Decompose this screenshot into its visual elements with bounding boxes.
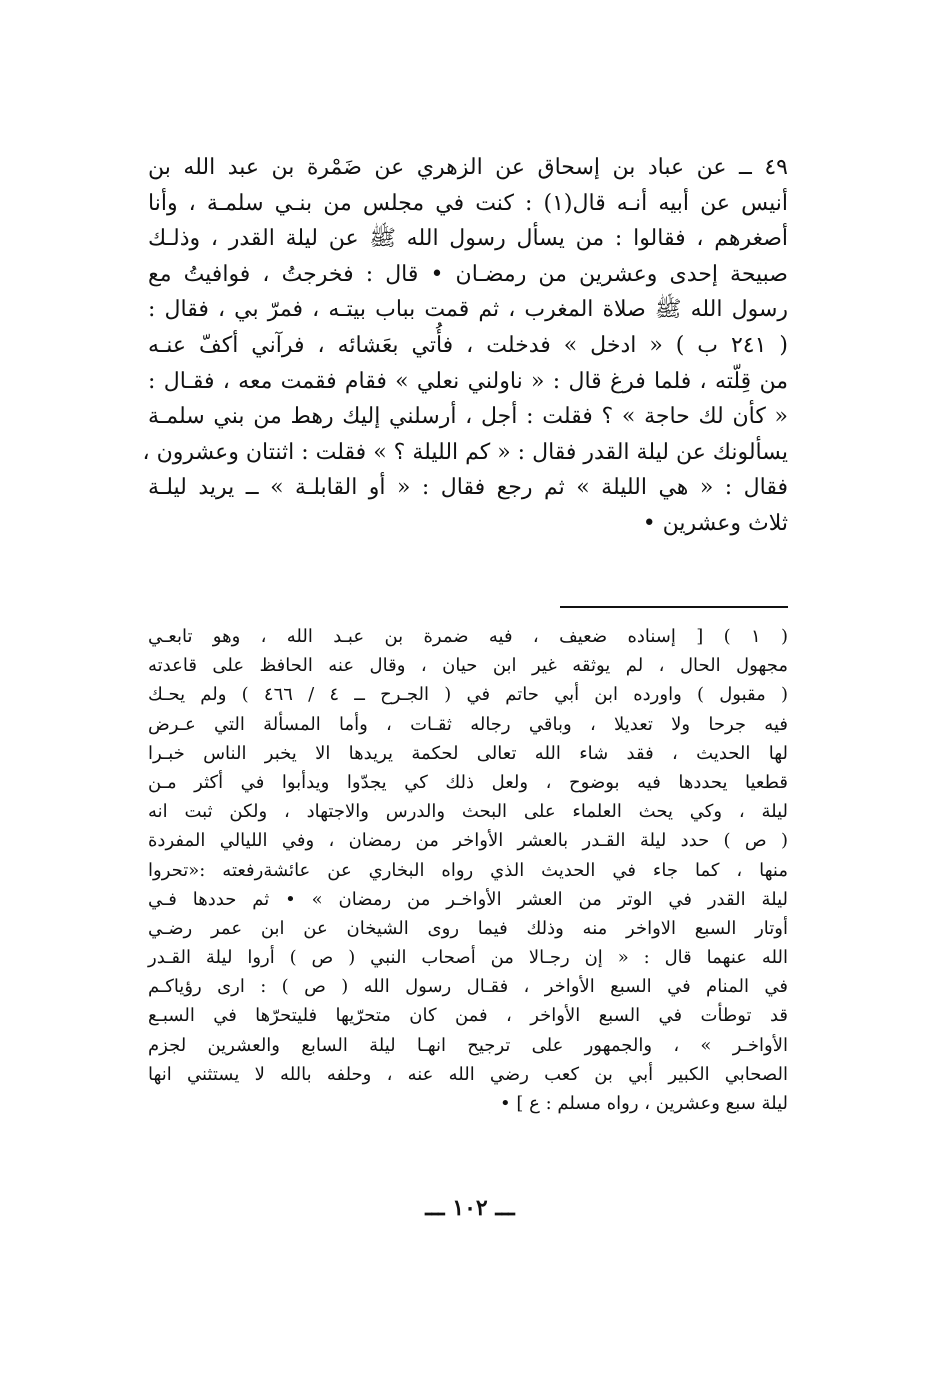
footnote-line: الأواخـر » ، والجمهور على ترجيح انهـا ليلة السابع والعشرين لجزم [148,1034,788,1056]
page-number: ـــ ١٠٢ ـــ [425,1195,515,1221]
footnote-line: ( مقبول ) واورده ابن أبي حاتم في ( الجـرح ــ ٤ / ٤٦٦ ) ولم يحـك [148,684,789,706]
hadith-line: « كأن لك حاجة » ؟ فقلت : أجل ، أرسلني إليك رهط من بني سلمـة [148,404,788,430]
footnote-line: ليلة ، وكي يحث العلماء على البحث والدرس والاجتهاد ، ولكن ثبت انه [148,801,788,823]
hadith-line: يسألونك عن ليلة القدر فقال : « كم الليلة ؟ » فقلت : اثنتان وعشرون ، [142,439,788,465]
footnote-line: ( ١ ) [ إسناده ضعيف ، فيه ضمرة بن عبـد الله ، وهو تابعـي [148,626,788,647]
footnote [148,622,788,1118]
hadith-line: فقال : « هي الليلة » ثم رجع فقال : « أو القابلـة » ــ يريد ليلـة [148,475,788,501]
hadith-line: أصغرهم ، فقالوا : من يسأل رسول الله ﷺ عن ليلة القدر ، وذلـك [148,226,788,252]
hadith-line: ( ٢٤١ ب ) « ادخل » فدخلت ، فأُتي بعَشائه ، فرآني أكفّ عنـه [148,332,788,358]
footnote-line: قد توطأت في السبع الأواخر ، فمن كان متحرّيها فليتحرّها في السبـع [148,1005,788,1027]
footnote-line: مجهول الحال ، لم يوثقه غير ابن حيان ، وقال عنه الحافظ على قاعدته [148,655,788,677]
footnote-line: ليلة سبع وعشرين ، رواه مسلم : ع ] • [500,1093,788,1114]
footnote-line: أوتار السبع الاواخر منه وذلك فيما روى الشيخان عن ابن عمر رضـي [148,917,788,939]
hadith-line: ٤٩ ــ عن عباد بن إسحاق عن الزهري عن ضَمْرة بن عبد الله بن [148,155,788,180]
hadith-line: أنيس عن أبيه أنـه قال(١) : كنت في مجلس من بنـي سلمـة ، وأنا [148,190,789,216]
footnote-line: منها ، كما جاء في الحديث الذي رواه البخاري عن عائشةرفعته :«تحروا [148,859,788,881]
hadith-line: من قِلّته ، فلما فرغ قال : « ناولني نعلي » فقام فقمت معه ، فقـال : [148,368,788,394]
footnote-line: ليلة القدر في الوتر من العشر الأواخـر من رمضان » • ثم حددها فـي [148,888,788,910]
footnote-divider [560,606,788,608]
footnote-line: الصحابي الكبير أبي بن كعب رضي الله عنه ، وحلفه بالله لا يستثني انها [148,1063,788,1085]
footnote-line: لها الحديث ، فقد شاء الله تعالى لحكمة يريدها الا يخبر الناس خبـرا [148,742,788,764]
footnote-line: في المنام في السبع الأواخر ، فقـال رسول الله ( ص ) : ارى رؤياكـم [148,976,788,998]
hadith-text [142,150,789,542]
hadith-line: رسول الله ﷺ صلاة المغرب ، ثم قمت بباب بيتـه ، فمرّ بي ، فقال : [148,297,788,323]
footnote-line: الله عنهما قال : « إن رجـالا من أصحاب النبي ( ص ) أروا ليلة القـدر [148,947,788,969]
footnote-line: فيه جرحا ولا تعديلا ، وباقي رجاله ثقـات ، وأما المسألة التي عـرض [148,713,788,735]
hadith-line: ثلاث وعشرين • [642,510,788,536]
hadith-line: صبيحة إحدى وعشرين من رمضـان • قال : فخرجتُ ، فوافيتُ مع [148,261,788,287]
footnote-line: ( ص ) حدد ليلة القـدر بالعشر الأواخر من رمضان ، وفي الليالي المفردة [148,830,788,852]
footnote-line: قطعيا يحددها فيه بوضوح ، ولعل ذلك كي يجدّوا ويدأبوا في أكثر مـن [148,771,788,793]
